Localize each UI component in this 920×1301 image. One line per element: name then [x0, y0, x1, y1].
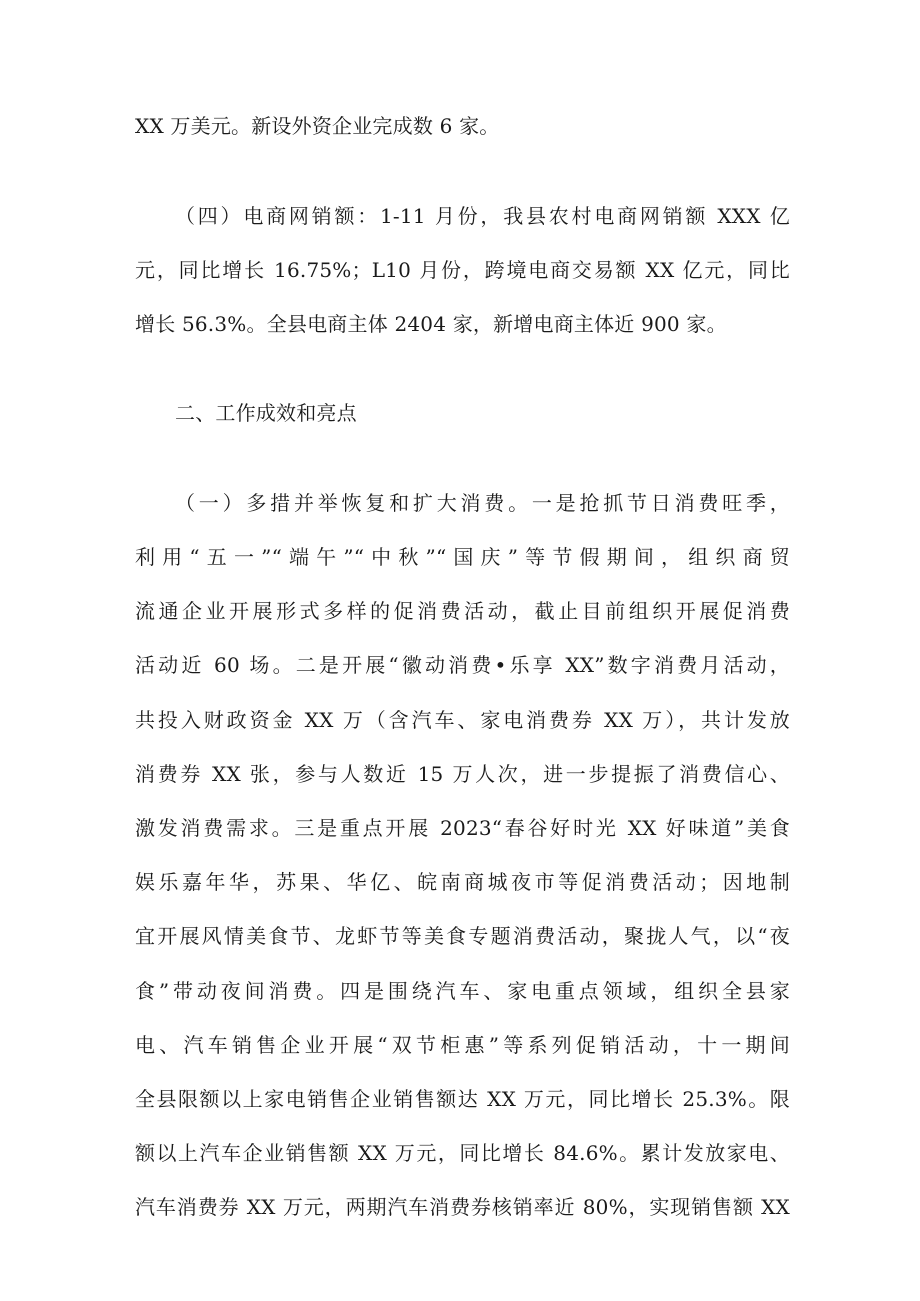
paragraph-line: XX 万美元。新设外资企业完成数 6 家。 [135, 114, 500, 138]
paragraph-line: 汽车消费券 XX 万元，两期汽车消费券核销率近 80%，实现销售额 XX [135, 1195, 790, 1219]
paragraph-line: 食”带动夜间消费。四是围绕汽车、家电重点领域，组织全县家 [135, 979, 790, 1003]
paragraph-line: 利用“五一”“端午”“中秋”“国庆”等节假期间，组织商贸 [135, 545, 790, 569]
paragraph-line: 电、汽车销售企业开展“双节柜惠”等系列促销活动，十一期间 [135, 1033, 790, 1057]
paragraph-line: 流通企业开展形式多样的促消费活动，截止目前组织开展促消费 [135, 599, 790, 623]
paragraph-line: （一）多措并举恢复和扩大消费。一是抢抓节日消费旺季， [175, 491, 790, 515]
paragraph-line: 全县限额以上家电销售企业销售额达 XX 万元，同比增长 25.3%。限 [135, 1087, 790, 1111]
paragraph-line: 额以上汽车企业销售额 XX 万元，同比增长 84.6%。累计发放家电、 [135, 1141, 790, 1165]
paragraph-line: 激发消费需求。三是重点开展 2023“春谷好时光 XX 好味道”美食 [135, 816, 790, 840]
paragraph-line: 消费券 XX 张，参与人数近 15 万人次，进一步提振了消费信心、 [135, 762, 790, 786]
paragraph-line: 增长 56.3%。全县电商主体 2404 家，新增电商主体近 900 家。 [135, 312, 727, 336]
section-heading: 二、工作成效和亮点 [175, 401, 357, 425]
paragraph-line: 元，同比增长 16.75%；L10 月份，跨境电商交易额 XX 亿元，同比 [135, 258, 790, 282]
paragraph-line: 娱乐嘉年华，苏果、华亿、皖南商城夜市等促消费活动；因地制 [135, 870, 790, 894]
paragraph-line: （四）电商网销额：1-11 月份，我县农村电商网销额 XXX 亿 [175, 204, 790, 228]
paragraph-line: 共投入财政资金 XX 万（含汽车、家电消费券 XX 万），共计发放 [135, 708, 790, 732]
paragraph-line: 活动近 60 场。二是开展“徽动消费•乐享 XX”数字消费月活动， [135, 653, 790, 677]
paragraph-line: 宜开展风情美食节、龙虾节等美食专题消费活动，聚拢人气，以“夜 [135, 924, 790, 948]
